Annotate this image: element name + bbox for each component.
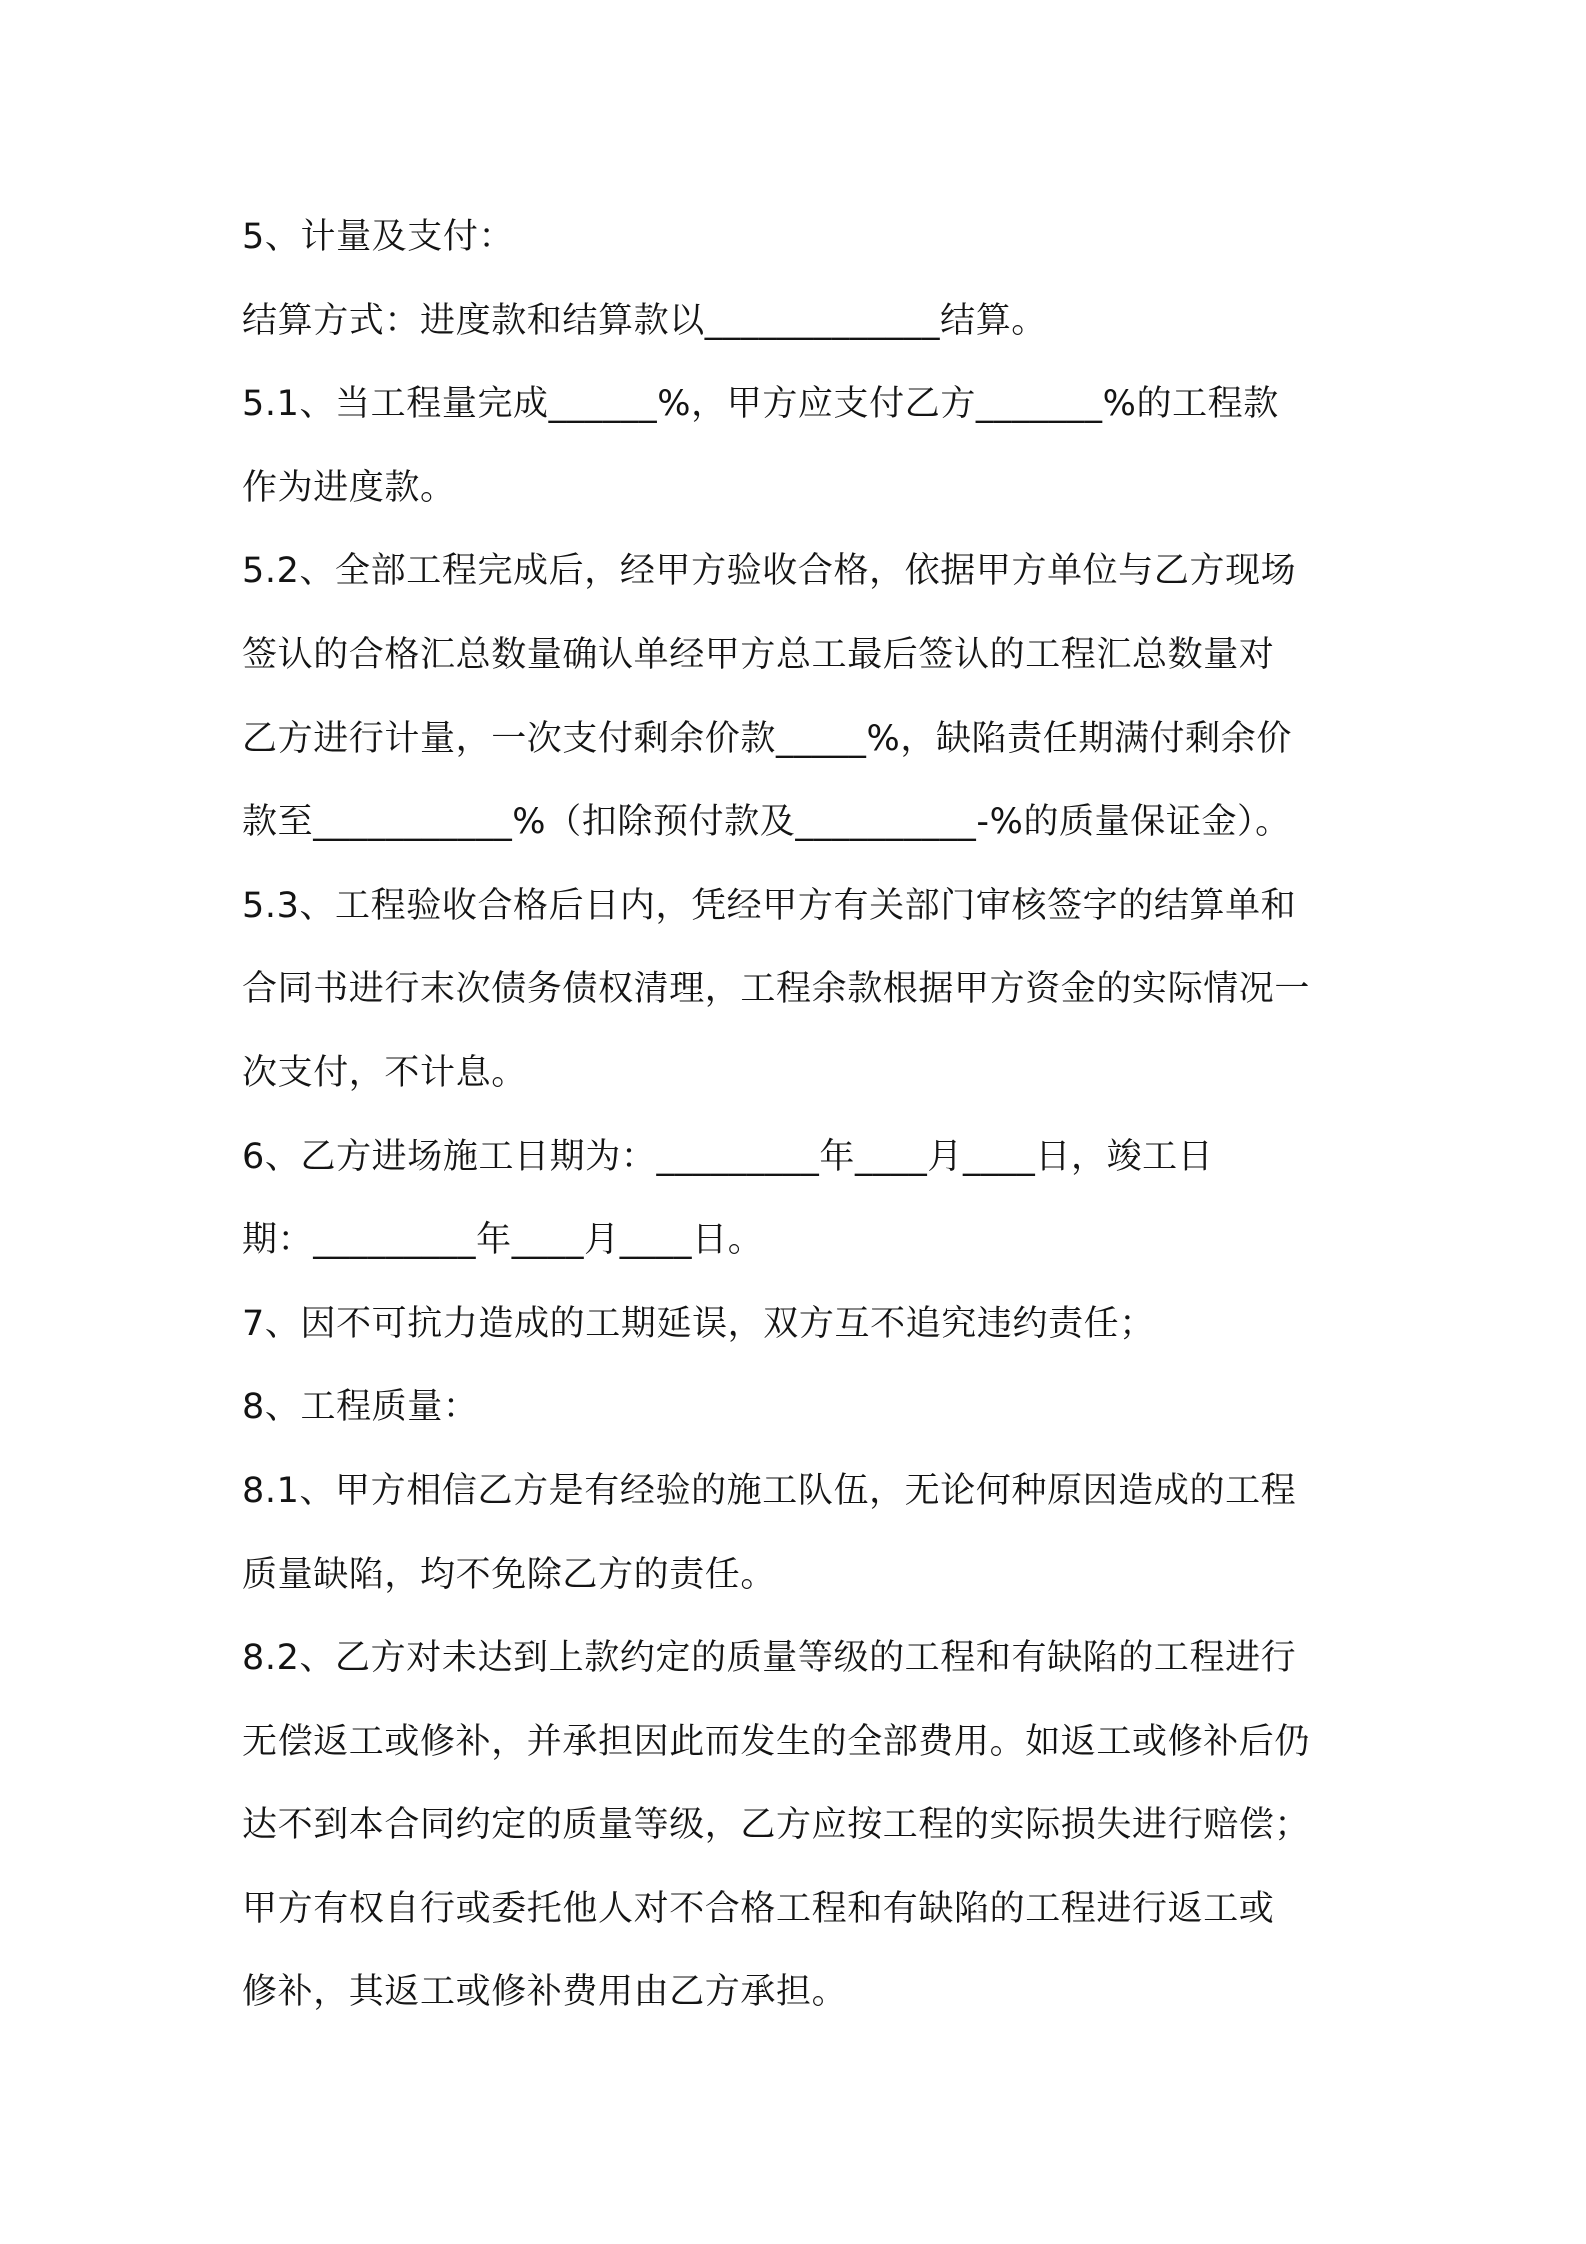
- clause-5-2-line-3: 乙方进行计量，一次支付剩余价款_____%，缺陷责任期满付剩余价: [242, 718, 1292, 759]
- clause-8-2-line-2: 无偿返工或修补，并承担因此而发生的全部费用。如返工或修补后仍: [242, 1721, 1311, 1762]
- clause-8-2-line-1: 8.2、乙方对未达到上款约定的质量等级的工程和有缺陷的工程进行: [242, 1638, 1297, 1679]
- section-8-heading: 8、工程质量：: [242, 1387, 479, 1428]
- clause-8-1-line-1: 8.1、甲方相信乙方是有经验的施工队伍，无论何种原因造成的工程: [242, 1470, 1297, 1511]
- section-7-line: 7、因不可抗力造成的工期延误，双方互不追究违约责任；: [242, 1303, 1155, 1344]
- document-body: [242, 196, 1402, 2035]
- clause-5-2-line-1: 5.2、全部工程完成后，经甲方验收合格，依据甲方单位与乙方现场: [242, 551, 1297, 592]
- clause-5-3-line-2: 合同书进行末次债务债权清理，工程余款根据甲方资金的实际情况一: [242, 969, 1311, 1010]
- settlement-method-line: 结算方式：进度款和结算款以_____________结算。: [242, 300, 1047, 341]
- clause-5-3-line-1: 5.3、工程验收合格后日内，凭经甲方有关部门审核签字的结算单和: [242, 885, 1297, 926]
- clause-5-2-line-4: 款至___________%（扣除预付款及__________-%的质量保证金）。: [242, 802, 1291, 843]
- clause-8-2-line-5: 修补，其返工或修补费用由乙方承担。: [242, 1972, 848, 2013]
- clause-5-1-line-1: 5.1、当工程量完成______%，甲方应支付乙方_______%的工程款: [242, 384, 1279, 425]
- clause-8-1-line-2: 质量缺陷，均不免除乙方的责任。: [242, 1554, 777, 1595]
- clause-5-1-line-2: 作为进度款。: [242, 467, 456, 508]
- section-5-heading: 5、计量及支付：: [242, 217, 515, 257]
- clause-5-3-line-3: 次支付，不计息。: [242, 1052, 527, 1093]
- section-6-line-2: 期：_________年____月____日。: [242, 1220, 764, 1261]
- clause-8-2-line-4: 甲方有权自行或委托他人对不合格工程和有缺陷的工程进行返工或: [242, 1888, 1275, 1929]
- clause-5-2-line-2: 签认的合格汇总数量确认单经甲方总工最后签认的工程汇总数量对: [242, 634, 1275, 675]
- section-6-line-1: 6、乙方进场施工日期为：_________年____月____日，竣工日: [242, 1136, 1214, 1177]
- clause-8-2-line-3: 达不到本合同约定的质量等级，乙方应按工程的实际损失进行赔偿；: [242, 1805, 1311, 1846]
